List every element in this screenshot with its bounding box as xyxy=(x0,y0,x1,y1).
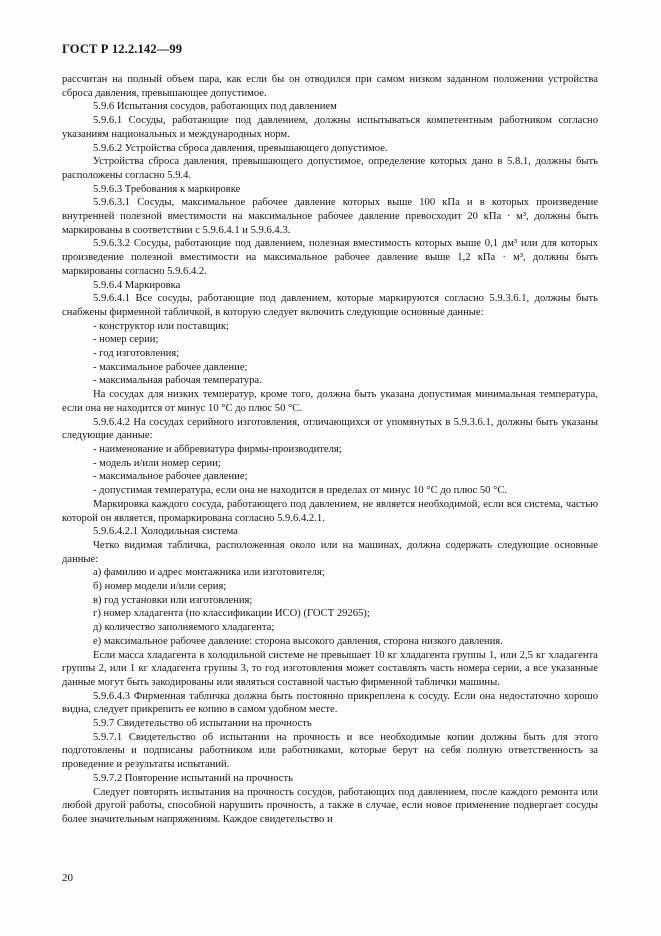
paragraph: 5.9.7.1 Свидетельство об испытании на прочность и все необходимые копии должны быть для этого подготовлены и подписаны работником или работниками, которые берут на себя полную ответственность за проведение и результаты испытаний. xyxy=(62,731,598,771)
page-header: ГОСТ Р 12.2.142—99 xyxy=(62,42,183,56)
list-item: в) год установки или изготовления; xyxy=(93,594,253,606)
paragraph: 5.9.6.2 Устройства сброса давления, превышающего допустимое. xyxy=(93,142,388,154)
paragraph: 5.9.6.1 Сосуды, работающие под давлением, должны испытываться компетентным работником согласно указаниям национальных и международных норм. xyxy=(62,115,598,140)
list-item: - номер серии; xyxy=(93,334,159,346)
list-item: д) количество заполняемого хладагента; xyxy=(93,622,275,634)
paragraph: 5.9.6.4.2.1 Холодильная система xyxy=(93,526,238,538)
paragraph: 5.9.6.4.3 Фирменная табличка должна быть постоянно прикреплена к сосуду. Если она недостаточно хорошо видна, следует прикрепить ее копию в самом удобном месте. xyxy=(62,690,598,716)
paragraph: 5.9.7 Свидетельство об испытании на прочность xyxy=(93,718,312,730)
paragraph: 5.9.6.4.1 Все сосуды, работающие под давлением, которые маркируются согласно 5.9.3.6.1, должны быть снабжены фирменной табличкой, в которую следует включить следующие основные данные: xyxy=(62,293,598,318)
list-item: е) максимальное рабочее давление: сторона высокого давления, сторона низкого давления. xyxy=(93,635,503,647)
list-item: - максимальная рабочая температура. xyxy=(93,375,262,387)
list-item: - год изготовления; xyxy=(93,348,180,360)
paragraph: Устройства сброса давления, превышающего допустимое, определение которых дано в 5.8.1, должны быть расположены согласно 5.9.4. xyxy=(62,156,598,181)
paragraph: 5.9.6 Испытания сосудов, работающих под давлением xyxy=(93,101,337,113)
paragraph: 5.9.6.4 Маркировка xyxy=(93,279,181,291)
paragraph: Следует повторять испытания на прочность сосудов, работающих под давлением, после каждого ремонта или любой другой работы, способной нарушить прочность, а также в случае, если новое применение подвергает сосуды более значительным напряжениям. Каждое свидетельство и xyxy=(62,786,598,825)
list-item: б) номер модели и/или серия; xyxy=(93,581,227,593)
list-item: а) фамилию и адрес монтажника или изготовителя; xyxy=(93,567,325,579)
paragraph: рассчитан на полный объем пара, как если бы он отводился при самом низком заданном положении устройства сброса давления, превышающее допустимое. xyxy=(62,74,598,99)
paragraph: 5.9.7.2 Повторение испытаний на прочность xyxy=(93,772,293,784)
body-text xyxy=(62,73,598,827)
list-item: - максимальное рабочее давление; xyxy=(93,361,248,373)
list-item: - допустимая температура, если она не находится в пределах от минус 10 °С до плюс 50 °С. xyxy=(93,485,508,497)
paragraph: 5.9.6.4.2 На сосудах серийного изготовления, отличающихся от упомянутых в 5.9.3.6.1, должны быть указаны следующие данные: xyxy=(62,416,598,442)
list-item: - наименование и аббревиатура фирмы-производителя; xyxy=(93,443,342,455)
paragraph: 5.9.6.3.1 Сосуды, максимальное рабочее давление которых выше 100 кПа и в которых произведение внутренней полезной вместимости на максимальное рабочее давление превосходит 20 кПа · м³, должны быть маркированы в соответствии с 5.9.6.4.1 и 5.9.6.4.3. xyxy=(62,197,598,236)
page-number: 20 xyxy=(62,872,73,884)
list-item: - максимальное рабочее давление; xyxy=(93,471,248,483)
paragraph: Четко видимая табличка, расположенная около или на машинах, должна содержать следующие основные данные: xyxy=(62,539,598,565)
paragraph: Маркировка каждого сосуда, работающего под давлением, не является необходимой, если вся система, частью которой он является, промаркирована согласно 5.9.6.4.2.1. xyxy=(62,498,598,524)
list-item: - конструктор или поставщик; xyxy=(93,320,229,332)
paragraph: Если масса хладагента в холодильной системе не превышает 10 кг хладагента группы 1, или 2,5 кг хладагента группы 2, или 1 кг хладагента группы 3, то год изготовления может составлять часть номера серии, а все указанные данные могут быть закодированы или являться составной частью фирменной таблички машины. xyxy=(62,649,598,688)
list-item: - модель и/или номер серии; xyxy=(93,457,221,469)
paragraph: 5.9.6.3.2 Сосуды, работающие под давлением, полезная вместимость которых выше 0,1 дм³ или для которых произведение полезной вместимости на максимальное рабочее давление выше 1,2 кПа · м³, должны быть маркированы согласно 5.9.6.4.2. xyxy=(62,238,598,277)
paragraph: На сосудах для низких температур, кроме того, должна быть указана допустимая минимальная температура, если она не находится от минус 10 °С до плюс 50 °С. xyxy=(62,389,598,414)
paragraph: 5.9.6.3 Требования к маркировке xyxy=(93,183,241,195)
list-item: г) номер хладагента (по классификации ИСО) (ГОСТ 29265); xyxy=(93,608,370,620)
